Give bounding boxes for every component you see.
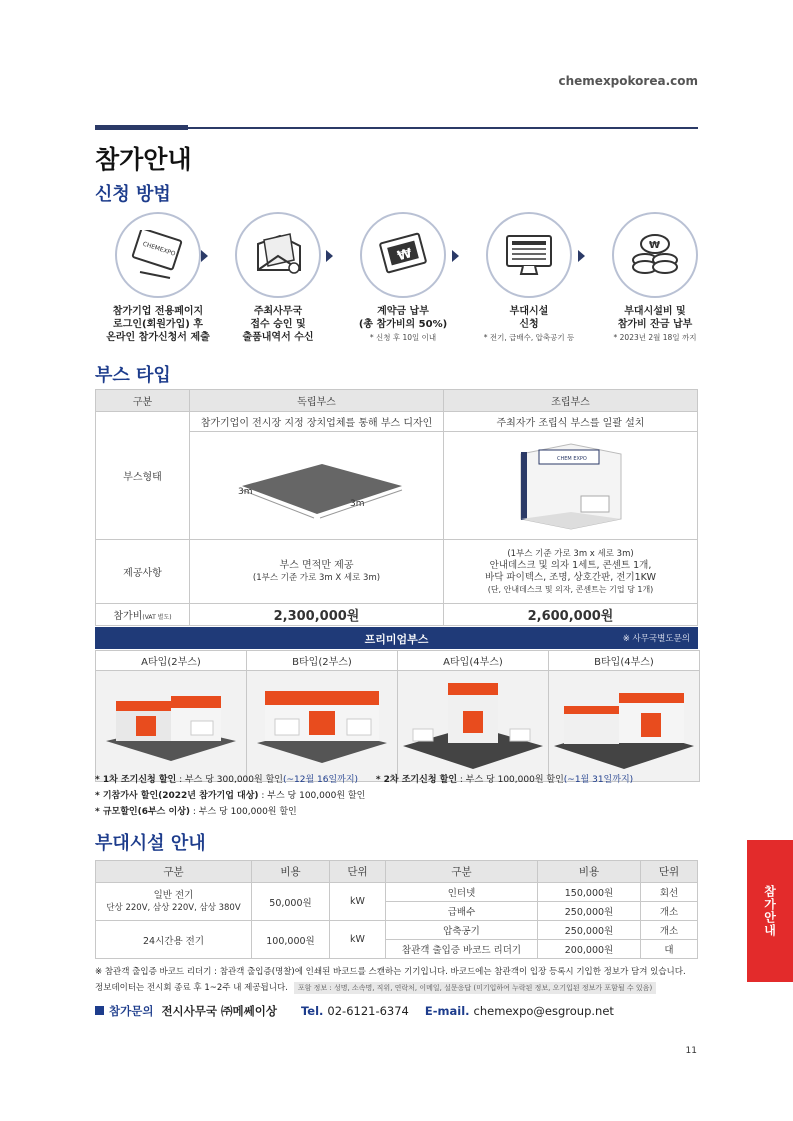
assembled-desc: 주최자가 조립식 부스를 일괄 설치 [444, 412, 698, 432]
step-2 [215, 212, 341, 344]
step-arrow-icon [578, 250, 585, 262]
discount-until: (~12월 16일까지) [282, 775, 359, 785]
table-header: 비용 [252, 861, 330, 883]
step-3 [340, 212, 466, 343]
section-title-facilities: 부대시설 안내 [95, 833, 206, 854]
discount-label: * 1차 조기신청 할인 [95, 775, 177, 785]
facility-name: 참관객 출입증 바코드 리더기 [386, 940, 538, 959]
contact-label: 참가문의 [109, 1004, 154, 1018]
premium-booth-bar [95, 627, 698, 649]
facility-cost: 250,000원 [538, 921, 641, 940]
won-monitor-icon [360, 212, 446, 298]
step-label-line: 계약금 납부 [377, 306, 429, 317]
provide-line: (1부스 기준 가로 3m x 세로 3m) [507, 548, 634, 559]
square-bullet-icon [95, 1006, 104, 1015]
premium-booth-note: ※ 사무국별도문의 [622, 634, 690, 644]
footnote-line [95, 980, 705, 996]
step-arrow-icon [201, 250, 208, 262]
facility-unit: 개소 [641, 902, 698, 921]
facility-name-cell [96, 883, 252, 921]
facility-cost: 250,000원 [538, 902, 641, 921]
row-label-provide: 제공사항 [96, 540, 190, 604]
step-label-line: 참가기업 전용페이지 [112, 306, 204, 317]
table-header: 단위 [641, 861, 698, 883]
section-title-apply: 신청 방법 [95, 184, 171, 205]
discount-until: (~1월 31일까지) [563, 775, 634, 785]
dimension-label: 3m [238, 487, 253, 497]
assembled-provide [444, 540, 698, 604]
facilities-table [95, 860, 698, 959]
provide-line: (1부스 기준 가로 3m X 세로 3m) [252, 572, 381, 583]
email-label: E-mail. [424, 1004, 470, 1018]
facility-name: 인터넷 [386, 883, 538, 902]
premium-booth-image [247, 671, 398, 782]
facility-unit: kW [330, 921, 386, 959]
premium-booth-image [549, 671, 700, 782]
contact-org: 전시사무국 ㈜메쎄이상 [161, 1004, 277, 1018]
row-label-fee [96, 604, 190, 626]
step-5 [592, 212, 718, 343]
step-label-line: 온라인 참가신청서 제출 [106, 332, 210, 343]
page-number: 11 [685, 1046, 697, 1056]
discount-notes [95, 772, 633, 820]
monitor-chemexpo-icon [115, 212, 201, 298]
table-header: 구분 [386, 861, 538, 883]
dimension-label: 3m [350, 499, 365, 509]
step-arrow-icon [326, 250, 333, 262]
tel-label: Tel. [300, 1004, 324, 1018]
discount-text: : 부스 당 100,000원 할인 [457, 775, 564, 785]
monitor-form-icon [486, 212, 572, 298]
side-tab-label: 참가안내 [762, 885, 777, 937]
facility-cost: 50,000원 [252, 883, 330, 921]
premium-booth-table [95, 650, 700, 782]
facility-unit: 개소 [641, 921, 698, 940]
discount-text: : 부스 당 100,000원 할인 [190, 807, 297, 817]
provide-line: 안내데스크 및 의자 1세트, 콘센트 1개, [489, 559, 652, 571]
facility-cost: 100,000원 [252, 921, 330, 959]
step-icon-text: CHEMEXPO [141, 240, 177, 258]
step-label-line: 부대시설 [509, 306, 549, 317]
premium-booth-image [398, 671, 549, 782]
discount-line [95, 788, 633, 804]
step-1 [95, 212, 221, 344]
premium-type-label: A타입(2부스) [96, 651, 247, 671]
page-title: 참가안내 [95, 145, 192, 174]
email-address[interactable]: chemexpo@esgroup.net [473, 1004, 614, 1018]
facility-cost: 200,000원 [538, 940, 641, 959]
table-row [96, 883, 698, 902]
step-note: * 2023년 2월 18일 까지 [613, 333, 697, 342]
tel-number: 02-6121-6374 [327, 1004, 409, 1018]
coins-icon [612, 212, 698, 298]
application-steps [95, 212, 700, 352]
facility-unit: 대 [641, 940, 698, 959]
facility-name: 일반 전기 [153, 889, 194, 901]
premium-type-label: B타입(4부스) [549, 651, 700, 671]
discount-label: * 2차 조기신청 할인 [375, 775, 458, 785]
discount-line [95, 772, 633, 788]
discount-label: * 규모할인(6부스 이상) [95, 807, 191, 817]
table-header: 구분 [96, 861, 252, 883]
step-label-line: 신청 [519, 319, 539, 330]
table-header: 조립부스 [444, 390, 698, 412]
step-label-line: 접수 승인 및 [250, 319, 306, 330]
step-note: * 신청 후 10일 이내 [369, 333, 437, 342]
step-label-line: 주최사무국 [253, 306, 303, 317]
booth-sign-text: CHEM EXPO [556, 456, 587, 462]
discount-text: : 부스 당 100,000원 할인 [258, 791, 366, 801]
table-row [96, 921, 698, 940]
facility-unit: kW [330, 883, 386, 921]
table-header: 단위 [330, 861, 386, 883]
step-label-line: 출품내역서 수신 [242, 332, 314, 343]
assembled-booth-illustration [444, 432, 698, 540]
step-icon-text: ₩ [395, 246, 414, 265]
step-4 [466, 212, 592, 343]
premium-booth-image [96, 671, 247, 782]
independent-provide [190, 540, 444, 604]
fee-label: 참가비 [113, 611, 143, 622]
section-title-booth: 부스 타입 [95, 365, 171, 386]
footnote-line: ※ 참관객 출입증 바코드 리더기 : 참관객 출입증(명찰)에 인쇄된 바코드를 스캔하는 기기입니다. 바코드에는 참관객이 입장 등록시 기입한 정보가 담겨 있습니다. [95, 967, 686, 977]
facility-name: 압축공기 [386, 921, 538, 940]
discount-label: * 기참가사 할인(2022년 참가기업 대상) [95, 791, 259, 801]
step-label-line: 부대시설비 및 [624, 306, 686, 317]
footnote-text: 정보데이터는 전시회 종료 후 1~2주 내 제공됩니다. [95, 983, 288, 993]
envelope-icon [235, 212, 321, 298]
independent-desc: 참가기업이 전시장 지정 장치업체를 통해 부스 디자인 [190, 412, 444, 432]
discount-line [95, 804, 633, 820]
header-rule-accent [95, 125, 188, 130]
facility-sub: 단상 220V, 삼상 220V, 삼상 380V [106, 902, 241, 913]
table-header: 구분 [96, 390, 190, 412]
premium-type-label: A타입(4부스) [398, 651, 549, 671]
facility-unit: 회선 [641, 883, 698, 902]
independent-booth-illustration [190, 432, 444, 540]
provide-line: (단, 안내데스크 및 의자, 콘센트는 기업 당 1개) [487, 584, 654, 594]
premium-booth-title: 프리미엄부스 [364, 633, 429, 646]
footnote-grey-box: 포함 정보 : 성명, 소속명, 직위, 연락처, 이메일, 설문응답 (미기입하여 누락된 정보, 오기입된 정보가 포함될 수 있음) [294, 982, 656, 994]
footnotes [95, 964, 705, 996]
site-url: chemexpokorea.com [558, 74, 698, 88]
facility-name: 24시간용 전기 [96, 921, 252, 959]
step-arrow-icon [452, 250, 459, 262]
contact-line [95, 1003, 614, 1019]
step-label-line: 참가비 잔금 납부 [617, 319, 693, 330]
side-tab [747, 840, 793, 982]
provide-line: 바닥 파이텍스, 조명, 상호간판, 전기1KW [485, 571, 656, 583]
row-label-booth-type: 부스형태 [96, 412, 190, 540]
independent-fee: 2,300,000원 [190, 604, 444, 626]
assembled-fee: 2,600,000원 [444, 604, 698, 626]
step-label-line: (총 참가비의 50%) [358, 319, 448, 330]
facility-name: 급배수 [386, 902, 538, 921]
step-note: * 전기, 급배수, 압축공기 등 [483, 333, 575, 342]
provide-line: 부스 면적만 제공 [279, 559, 354, 571]
step-icon-text: ₩ [649, 240, 661, 251]
table-header: 비용 [538, 861, 641, 883]
discount-text: : 부스 당 300,000원 할인 [176, 775, 283, 785]
facility-cost: 150,000원 [538, 883, 641, 902]
booth-type-table [95, 389, 698, 626]
premium-type-label: B타입(2부스) [247, 651, 398, 671]
fee-vat-note: (VAT 별도) [142, 614, 172, 621]
table-header: 독립부스 [190, 390, 444, 412]
step-label-line: 로그인(회원가입) 후 [113, 319, 203, 330]
